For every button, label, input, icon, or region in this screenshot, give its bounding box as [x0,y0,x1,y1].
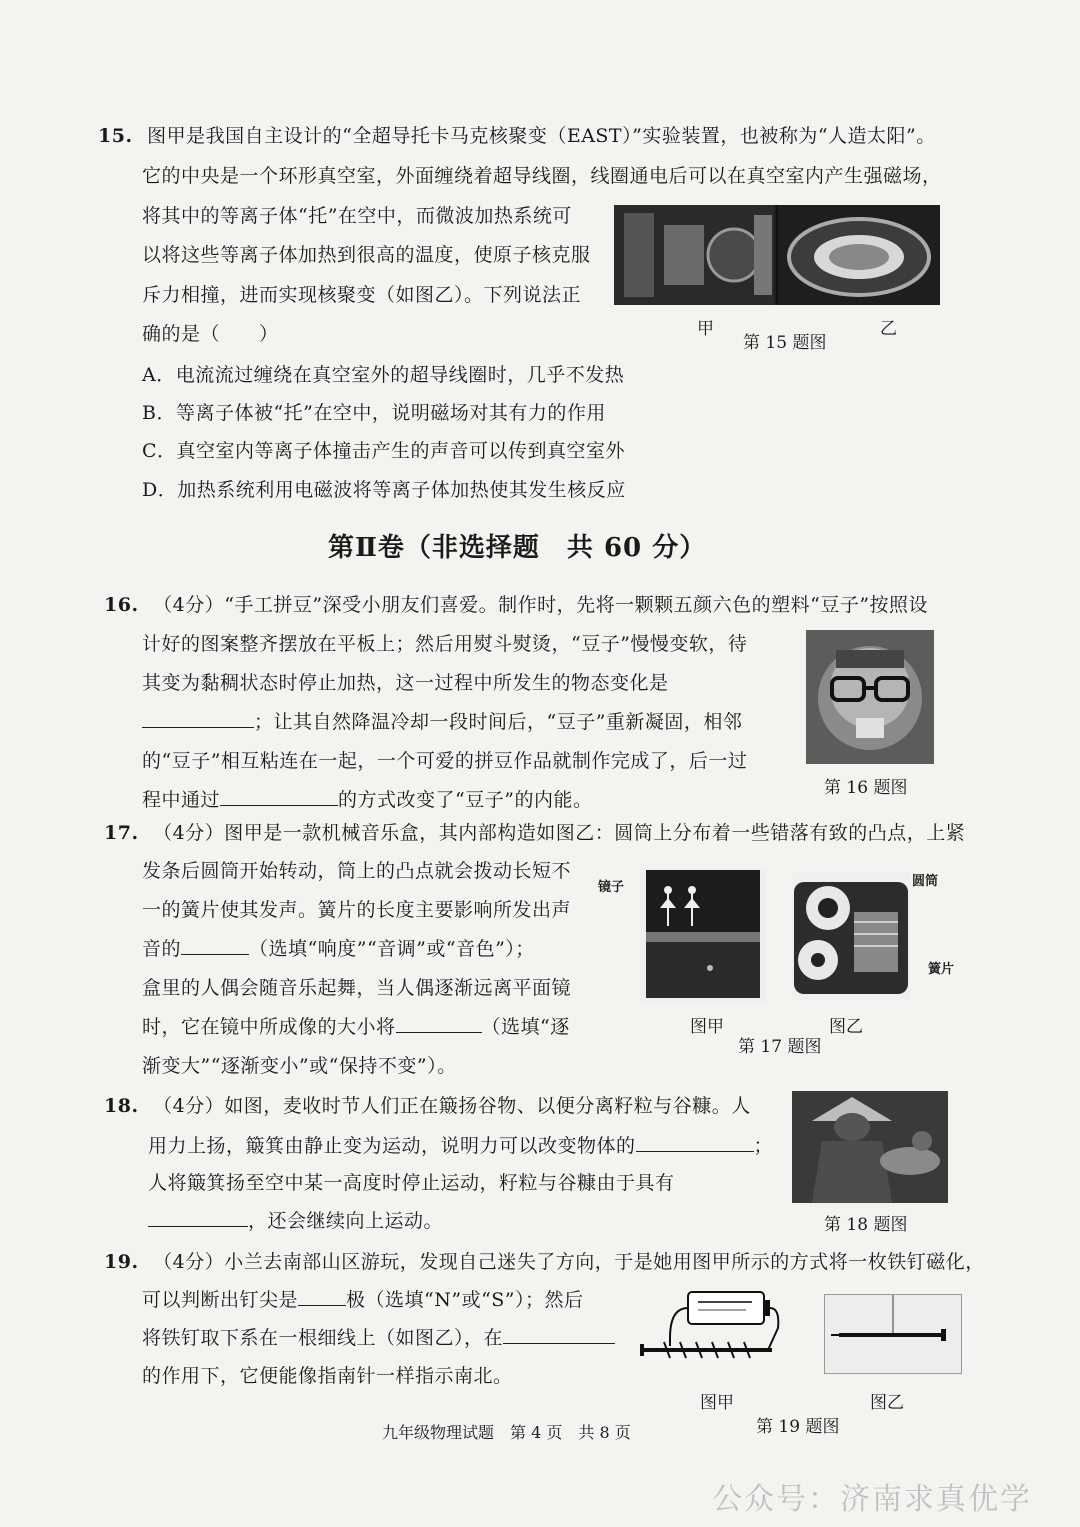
q17-text-1: （4分）图甲是一款机械音乐盒，其内部构造如图乙：圆筒上分布着一些错落有致的凸点，上紧 [153,822,966,844]
q16-line-1 [104,592,928,618]
battery-coil-nail-image [640,1288,782,1374]
q15-number: 15. [98,125,133,147]
q17-line-5: 盒里的人偶会随音乐起舞，当人偶逐渐远离平面镜 [142,977,572,999]
q16-figure-caption: 第 16 题图 [824,778,908,798]
q16-answer-blank-1[interactable] [142,709,254,728]
q17-line-3: 一的簧片使其发声。簧片的长度主要影响所发出声 [142,899,572,921]
q15-figure-caption: 第 15 题图 [743,333,827,353]
q16-text-6a: 程中通过 [142,789,221,811]
q17-number: 17. [104,822,139,844]
q17-line-6 [142,1014,570,1040]
q18-text-4: ，还会继续向上运动。 [248,1210,444,1232]
q17-line-4 [142,936,535,962]
q19-answer-blank-1[interactable] [298,1287,346,1306]
q15-line-1 [98,123,936,149]
q19-figure-a [640,1288,782,1374]
music-box-image [640,868,766,1004]
q15-option-d: D．加热系统利用电磁波将等离子体加热使其发生核反应 [142,479,626,501]
q16-line-4 [142,709,742,735]
q16-line-6 [142,787,592,813]
q17-text-4a: 音的 [142,938,182,960]
q18-figure-photo [792,1091,948,1203]
suspended-nail-image [825,1295,961,1373]
q19-text-1: （4分）小兰去南部山区游玩，发现自己迷失了方向，于是她用图甲所示的方式将一枚铁钉磁化， [153,1251,985,1273]
q15-option-b: B．等离子体被“托”在空中，说明磁场对其有力的作用 [142,402,606,424]
q15-line-5: 斥力相撞，进而实现核聚变（如图乙）。下列说法正 [142,284,582,306]
q17-mirror-label: 镜子 [598,880,625,895]
q17-reed-label: 簧片 [928,962,955,977]
q16-text-4: ；让其自然降温冷却一段时间后，“豆子”重新凝固，相邻 [254,711,743,733]
q19-line-3 [142,1325,615,1351]
section-title: 第Ⅱ卷（非选择题 共 60 分） [328,533,707,563]
q17-figure-label-b: 图乙 [829,1017,863,1037]
q18-number: 18. [104,1095,139,1117]
q17-text-6a: 时，它在镜中所成像的大小将 [142,1016,396,1038]
q15-line-6: 确的是（ ） [142,323,279,345]
music-box-mechanism-image [792,872,910,1000]
q15-line-3: 将其中的等离子体“托”在空中，而微波加热系统可 [142,205,572,227]
q16-line-3: 其变为黏稠状态时停止加热，这一过程中所发生的物态变化是 [142,672,669,694]
q17-figure-b-photo [792,872,910,1000]
q18-line-1 [104,1093,751,1119]
q17-figure-label-a: 图甲 [690,1017,724,1037]
winnowing-photo-image [792,1091,948,1203]
q16-text-1: （4分）“手工拼豆”深受小朋友们喜爱。制作时，先将一颗颗五颜六色的塑料“豆子”按照设 [153,594,929,616]
q15-figure-label-b: 乙 [880,319,897,339]
q15-option-a: A．电流流过缠绕在真空室外的超导线圈时，几乎不发热 [142,364,625,386]
q19-figure-label-a: 图甲 [700,1393,734,1413]
q19-text-2a: 可以判断出钉尖是 [142,1289,299,1311]
q18-line-3: 人将簸箕扬至空中某一高度时停止运动，籽粒与谷糠由于具有 [148,1172,675,1194]
q19-figure-caption: 第 19 题图 [756,1417,840,1437]
q16-text-6b: 的方式改变了“豆子”的内能。 [338,789,593,811]
q19-text-3: 将铁钉取下系在一根细线上（如图乙），在 [142,1327,504,1349]
q16-answer-blank-2[interactable] [220,787,338,806]
q19-figure-b [824,1294,962,1374]
bead-art-image [806,630,934,764]
q19-figure-label-b: 图乙 [870,1393,904,1413]
q18-answer-blank-2[interactable] [148,1208,248,1227]
q19-answer-blank-2[interactable] [503,1325,615,1344]
q19-text-2b: 极（选填“N”或“S”）；然后 [346,1289,584,1311]
q17-drum-label: 圆筒 [912,874,939,889]
q17-text-6b: （选填“逐 [481,1016,570,1038]
q18-figure-caption: 第 18 题图 [824,1215,908,1235]
q19-line-4: 的作用下，它便能像指南针一样指示南北。 [142,1365,513,1387]
q16-figure-photo [806,630,934,764]
q18-text-2: 用力上扬，簸箕由静止变为运动，说明力可以改变物体的 [148,1135,636,1157]
q19-line-1 [104,1249,985,1275]
q19-line-2 [142,1287,584,1313]
tokamak-photo-image [614,205,940,305]
q15-text-1: 图甲是我国自主设计的“全超导托卡马克核聚变（EAST）”实验装置，也被称为“人造太阳”。 [147,125,936,147]
q18-line-2 [148,1133,773,1159]
page-footer: 九年级物理试题 第 4 页 共 8 页 [382,1423,631,1442]
q17-answer-blank-2[interactable] [396,1014,482,1033]
q16-line-5: 的“豆子”相互粘连在一起，一个可爱的拼豆作品就制作完成了，后一过 [142,750,748,772]
q16-number: 16. [104,594,139,616]
q15-figure-photo [614,205,940,305]
q17-line-7: 渐变大”“逐渐变小”或“保持不变”）。 [142,1055,457,1077]
q17-answer-blank-1[interactable] [181,936,249,955]
q18-answer-blank-1[interactable] [636,1133,754,1152]
q18-text-1: （4分）如图，麦收时节人们正在簸扬谷物、以便分离籽粒与谷糠。人 [153,1095,751,1117]
q17-figure-caption: 第 17 题图 [738,1037,822,1057]
q17-figure-a-photo [640,868,766,1004]
q17-text-4b: （选填“响度”“音调”或“音色”）； [249,938,535,960]
q15-line-4: 以将这些等离子体加热到很高的温度，使原子核克服 [142,244,591,266]
q15-line-2: 它的中央是一个环形真空室，外面缠绕着超导线圈，线圈通电后可以在真空室内产生强磁场， [142,165,942,187]
q15-figure-label-a: 甲 [697,319,714,339]
q18-text-2-end: ； [753,1135,774,1157]
q17-line-2: 发条后圆筒开始转动，筒上的凸点就会拨动长短不 [142,860,572,882]
q17-line-1 [104,820,965,846]
wechat-watermark: 公众号：济南求真优学 [712,1482,1032,1517]
q15-option-c: C．真空室内等离子体撞击产生的声音可以传到真空室外 [142,440,626,462]
q18-line-4 [148,1208,443,1234]
q16-line-2: 计好的图案整齐摆放在平板上；然后用熨斗熨烫，“豆子”慢慢变软，待 [142,633,748,655]
q19-number: 19. [104,1251,139,1273]
